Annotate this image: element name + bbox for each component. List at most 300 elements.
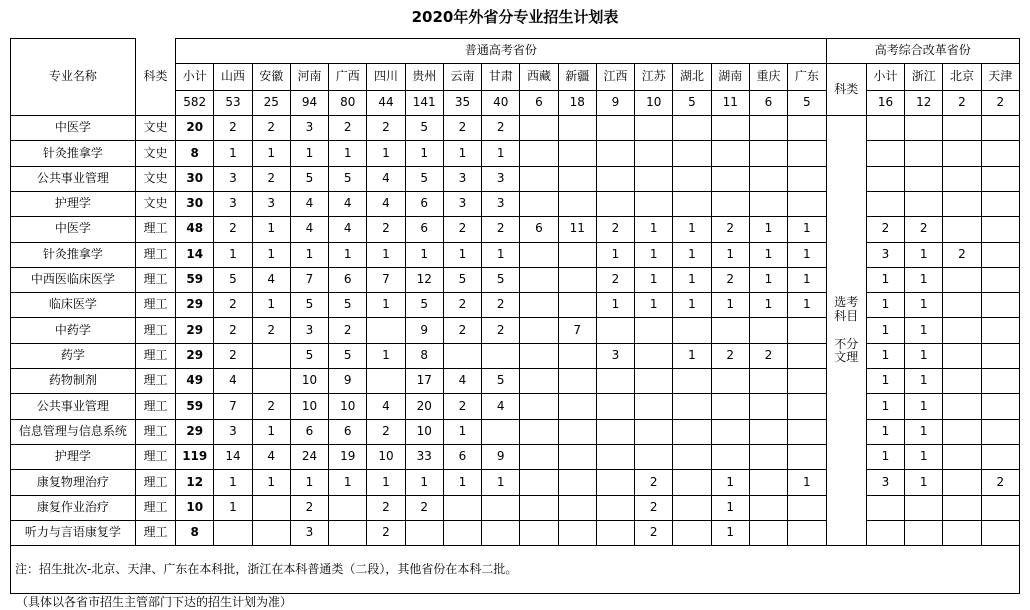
plan-cell: 2: [367, 520, 405, 545]
plan-cell: [443, 495, 481, 520]
plan-cell: [635, 115, 673, 140]
table-row: [11, 520, 1020, 545]
table-row: [11, 166, 1020, 191]
plan-cell: [635, 141, 673, 166]
plan-cell: [252, 495, 290, 520]
province-header: 四川: [367, 64, 405, 90]
table-row: [11, 318, 1020, 343]
row-subtotal: 8: [176, 520, 214, 545]
major-name: 针灸推拿学: [11, 141, 136, 166]
plan-cell: 9: [482, 445, 520, 470]
reform-cell: 1: [905, 419, 943, 444]
plan-cell: 3: [214, 419, 252, 444]
plan-cell: [749, 166, 787, 191]
plan-cell: 1: [329, 141, 367, 166]
plan-cell: [252, 369, 290, 394]
plan-cell: 1: [749, 242, 787, 267]
plan-cell: 3: [252, 191, 290, 216]
plan-cell: 7: [367, 267, 405, 292]
reform-cell: [943, 495, 981, 520]
plan-cell: [749, 520, 787, 545]
plan-cell: 7: [558, 318, 596, 343]
reform-subtotal: 1: [866, 267, 904, 292]
plan-cell: [596, 445, 634, 470]
plan-cell: 2: [443, 217, 481, 242]
reform-cell: 2: [981, 470, 1019, 495]
plan-cell: 1: [749, 267, 787, 292]
major-header: 专业名称: [11, 39, 136, 116]
row-subtotal: 8: [176, 141, 214, 166]
plan-cell: 2: [252, 394, 290, 419]
reform-cell: [981, 394, 1019, 419]
plan-cell: 2: [635, 520, 673, 545]
plan-cell: 6: [329, 419, 367, 444]
plan-cell: 2: [482, 217, 520, 242]
plan-cell: 1: [252, 141, 290, 166]
reform-subtotal: 1: [866, 394, 904, 419]
plan-cell: 14: [214, 445, 252, 470]
plan-cell: 1: [673, 242, 711, 267]
plan-cell: [788, 115, 826, 140]
plan-cell: 1: [252, 242, 290, 267]
row-subtotal: 59: [176, 267, 214, 292]
reform-cell: [943, 318, 981, 343]
plan-cell: 17: [405, 369, 443, 394]
reform-cell: [981, 419, 1019, 444]
note-text: 注：招生批次-北京、天津、广东在本科批，浙江在本科普通类（二段），其他省份在本科二批。: [11, 546, 1020, 594]
plan-cell: [711, 141, 749, 166]
plan-cell: [520, 369, 558, 394]
ordinary-group-header: 普通高考省份: [176, 39, 826, 64]
reform-category-header: 科类: [826, 64, 866, 116]
plan-cell: [558, 191, 596, 216]
plan-cell: 7: [290, 267, 328, 292]
major-name: 康复作业治疗: [11, 495, 136, 520]
plan-cell: 5: [443, 267, 481, 292]
plan-cell: 1: [290, 141, 328, 166]
major-name: 针灸推拿学: [11, 242, 136, 267]
plan-cell: [482, 419, 520, 444]
plan-cell: [749, 191, 787, 216]
plan-cell: [788, 520, 826, 545]
reform-subtotal: 1: [866, 419, 904, 444]
province-header: 贵州: [405, 64, 443, 90]
table-row: [11, 445, 1020, 470]
reform-cell: [981, 141, 1019, 166]
province-header: 甘肃: [482, 64, 520, 90]
plan-cell: 1: [367, 343, 405, 368]
plan-cell: 3: [214, 191, 252, 216]
plan-cell: [558, 141, 596, 166]
reform-cell: [905, 166, 943, 191]
table-row: [11, 419, 1020, 444]
reform-subtotal: 1: [866, 369, 904, 394]
plan-cell: [788, 141, 826, 166]
plan-cell: [788, 419, 826, 444]
province-total: 5: [788, 90, 826, 115]
plan-cell: 1: [252, 419, 290, 444]
reform-cell: 1: [905, 394, 943, 419]
plan-cell: [367, 318, 405, 343]
row-subtotal: 29: [176, 343, 214, 368]
plan-cell: 1: [673, 293, 711, 318]
plan-cell: [749, 394, 787, 419]
category-value: 理工: [135, 267, 175, 292]
plan-cell: [635, 318, 673, 343]
plan-cell: [520, 141, 558, 166]
plan-cell: [482, 520, 520, 545]
major-name: 护理学: [11, 191, 136, 216]
reform-subtotal: [866, 166, 904, 191]
plan-cell: 2: [214, 217, 252, 242]
plan-cell: 2: [367, 217, 405, 242]
plan-cell: 1: [329, 242, 367, 267]
reform-cell: 1: [905, 369, 943, 394]
reform-province-total: 2: [981, 90, 1019, 115]
reform-cell: [905, 495, 943, 520]
major-name: 公共事业管理: [11, 166, 136, 191]
table-row: [11, 141, 1020, 166]
plan-cell: 3: [482, 166, 520, 191]
plan-cell: 1: [788, 242, 826, 267]
plan-cell: [673, 369, 711, 394]
province-total: 11: [711, 90, 749, 115]
plan-cell: 4: [367, 394, 405, 419]
reform-cell: 1: [905, 343, 943, 368]
plan-cell: [482, 495, 520, 520]
plan-cell: [788, 394, 826, 419]
plan-cell: [558, 267, 596, 292]
category-value: 理工: [135, 318, 175, 343]
row-subtotal: 14: [176, 242, 214, 267]
province-total: 6: [520, 90, 558, 115]
province-total: 40: [482, 90, 520, 115]
plan-cell: [329, 495, 367, 520]
table-row: [11, 394, 1020, 419]
reform-category-text: 选考: [834, 295, 859, 310]
plan-cell: [214, 520, 252, 545]
plan-cell: 2: [443, 318, 481, 343]
plan-cell: 1: [711, 470, 749, 495]
plan-cell: [558, 394, 596, 419]
plan-cell: 1: [367, 470, 405, 495]
plan-cell: 1: [635, 217, 673, 242]
plan-cell: 4: [329, 191, 367, 216]
reform-subtotal: [866, 141, 904, 166]
reform-subtotal: 1: [866, 445, 904, 470]
reform-cell: 1: [905, 445, 943, 470]
reform-province-header: 浙江: [905, 64, 943, 90]
plan-cell: 2: [367, 495, 405, 520]
plan-cell: 1: [596, 242, 634, 267]
plan-cell: [635, 394, 673, 419]
plan-cell: [673, 394, 711, 419]
plan-cell: 1: [596, 293, 634, 318]
plan-cell: 4: [443, 369, 481, 394]
plan-cell: 1: [214, 141, 252, 166]
province-total: 141: [405, 90, 443, 115]
major-name: 中药学: [11, 318, 136, 343]
plan-cell: [596, 191, 634, 216]
province-total: 94: [290, 90, 328, 115]
plan-cell: [558, 419, 596, 444]
row-subtotal: 48: [176, 217, 214, 242]
plan-cell: 1: [482, 242, 520, 267]
plan-cell: [788, 191, 826, 216]
table-row: [11, 191, 1020, 216]
plan-cell: 2: [482, 115, 520, 140]
row-subtotal: 119: [176, 445, 214, 470]
reform-cell: [905, 520, 943, 545]
reform-cell: [943, 141, 981, 166]
category-value: 文史: [135, 191, 175, 216]
plan-cell: 5: [290, 343, 328, 368]
plan-cell: 12: [405, 267, 443, 292]
reform-category-text: 不分: [834, 336, 859, 351]
category-value: 理工: [135, 242, 175, 267]
reform-cell: [981, 318, 1019, 343]
row-subtotal: 29: [176, 419, 214, 444]
plan-cell: 2: [711, 267, 749, 292]
plan-cell: [749, 369, 787, 394]
plan-cell: 2: [329, 318, 367, 343]
reform-cell: [943, 470, 981, 495]
reform-cell: [981, 293, 1019, 318]
plan-cell: 3: [482, 191, 520, 216]
reform-cell: [981, 166, 1019, 191]
reform-subtotal: 1: [866, 343, 904, 368]
plan-cell: [520, 318, 558, 343]
major-name: 公共事业管理: [11, 394, 136, 419]
plan-cell: 1: [214, 242, 252, 267]
plan-cell: 6: [329, 267, 367, 292]
table-row: [11, 267, 1020, 292]
plan-cell: 4: [252, 267, 290, 292]
plan-cell: 4: [252, 445, 290, 470]
category-header: 科类: [135, 39, 175, 116]
reform-cell: [943, 369, 981, 394]
reform-province-header: 小计: [866, 64, 904, 90]
plan-cell: 1: [405, 242, 443, 267]
plan-cell: [673, 318, 711, 343]
plan-cell: 3: [443, 166, 481, 191]
major-name: 中医学: [11, 217, 136, 242]
plan-cell: 4: [482, 394, 520, 419]
plan-cell: 1: [749, 217, 787, 242]
plan-cell: [558, 166, 596, 191]
plan-cell: 1: [673, 217, 711, 242]
plan-cell: [596, 419, 634, 444]
plan-cell: [520, 394, 558, 419]
plan-cell: [788, 445, 826, 470]
plan-cell: [596, 369, 634, 394]
province-total: 53: [214, 90, 252, 115]
plan-cell: [596, 141, 634, 166]
reform-province-header: 北京: [943, 64, 981, 90]
reform-cell: [905, 141, 943, 166]
plan-cell: [520, 115, 558, 140]
reform-cell: 1: [905, 267, 943, 292]
plan-cell: [673, 419, 711, 444]
table-row: [11, 242, 1020, 267]
province-total: 5: [673, 90, 711, 115]
enrollment-plan-table: [10, 38, 1020, 594]
province-header: 江苏: [635, 64, 673, 90]
plan-cell: 1: [482, 470, 520, 495]
plan-cell: [673, 470, 711, 495]
plan-cell: [749, 470, 787, 495]
plan-cell: 5: [290, 293, 328, 318]
plan-cell: [558, 470, 596, 495]
reform-category-text: 科目: [834, 308, 859, 323]
plan-cell: [635, 343, 673, 368]
reform-cell: [981, 495, 1019, 520]
row-subtotal: 10: [176, 495, 214, 520]
reform-cell: 1: [905, 293, 943, 318]
plan-cell: 1: [482, 141, 520, 166]
plan-cell: 1: [290, 470, 328, 495]
plan-cell: 2: [482, 293, 520, 318]
plan-cell: 5: [405, 115, 443, 140]
plan-cell: 1: [673, 343, 711, 368]
plan-cell: 2: [290, 495, 328, 520]
province-header: 安徽: [252, 64, 290, 90]
plan-cell: 6: [405, 191, 443, 216]
plan-cell: 4: [290, 217, 328, 242]
province-header: 重庆: [749, 64, 787, 90]
plan-cell: 2: [711, 343, 749, 368]
plan-cell: [711, 115, 749, 140]
table-body: [11, 39, 1020, 594]
plan-cell: 1: [405, 470, 443, 495]
plan-cell: [635, 166, 673, 191]
plan-cell: [520, 267, 558, 292]
plan-cell: [596, 166, 634, 191]
plan-cell: 2: [405, 495, 443, 520]
plan-cell: 1: [673, 267, 711, 292]
province-header: 广西: [329, 64, 367, 90]
plan-cell: 5: [482, 369, 520, 394]
plan-cell: 1: [252, 217, 290, 242]
reform-group-header: 高考综合改革省份: [826, 39, 1019, 64]
plan-cell: [749, 141, 787, 166]
plan-cell: 1: [290, 242, 328, 267]
plan-cell: [558, 115, 596, 140]
plan-cell: 10: [290, 394, 328, 419]
plan-cell: 5: [405, 166, 443, 191]
plan-cell: 1: [405, 141, 443, 166]
category-value: 理工: [135, 293, 175, 318]
major-name: 中医学: [11, 115, 136, 140]
plan-cell: [788, 166, 826, 191]
plan-cell: 2: [443, 293, 481, 318]
category-value: 文史: [135, 115, 175, 140]
plan-cell: 6: [443, 445, 481, 470]
plan-cell: 1: [635, 293, 673, 318]
plan-cell: [749, 495, 787, 520]
table-row: [11, 293, 1020, 318]
category-value: 理工: [135, 217, 175, 242]
plan-cell: 1: [443, 470, 481, 495]
row-subtotal: 20: [176, 115, 214, 140]
major-name: 药学: [11, 343, 136, 368]
plan-cell: 5: [482, 267, 520, 292]
plan-cell: 1: [788, 217, 826, 242]
plan-cell: [558, 520, 596, 545]
table-row: [11, 495, 1020, 520]
plan-cell: 2: [214, 115, 252, 140]
province-header: 河南: [290, 64, 328, 90]
reform-subtotal: 3: [866, 242, 904, 267]
plan-cell: [520, 343, 558, 368]
reform-cell: [981, 217, 1019, 242]
plan-cell: 7: [214, 394, 252, 419]
plan-cell: 2: [252, 166, 290, 191]
plan-cell: [711, 419, 749, 444]
plan-cell: 2: [214, 318, 252, 343]
plan-cell: 1: [635, 267, 673, 292]
plan-cell: [520, 495, 558, 520]
group-header-row: [11, 39, 1020, 64]
province-header: 江西: [596, 64, 634, 90]
plan-cell: 2: [482, 318, 520, 343]
plan-cell: [635, 191, 673, 216]
row-subtotal: 12: [176, 470, 214, 495]
plan-cell: 1: [788, 470, 826, 495]
plan-cell: 33: [405, 445, 443, 470]
plan-cell: 4: [329, 217, 367, 242]
plan-cell: 5: [290, 166, 328, 191]
plan-cell: [596, 470, 634, 495]
plan-cell: 3: [214, 166, 252, 191]
plan-cell: [711, 166, 749, 191]
province-total: 35: [443, 90, 481, 115]
reform-subtotal: 2: [866, 217, 904, 242]
plan-cell: [749, 115, 787, 140]
plan-cell: 10: [367, 445, 405, 470]
plan-cell: 2: [252, 115, 290, 140]
plan-cell: 10: [290, 369, 328, 394]
table-row: [11, 115, 1020, 140]
reform-province-total: 16: [866, 90, 904, 115]
plan-cell: [596, 520, 634, 545]
province-header: 湖北: [673, 64, 711, 90]
plan-cell: 1: [252, 293, 290, 318]
category-value: 文史: [135, 166, 175, 191]
plan-cell: [520, 242, 558, 267]
plan-cell: 6: [290, 419, 328, 444]
page-title: 2020年外省分专业招生计划表: [411, 8, 619, 26]
table-row: [11, 217, 1020, 242]
plan-cell: [788, 495, 826, 520]
plan-cell: [367, 369, 405, 394]
plan-cell: [558, 293, 596, 318]
plan-cell: 1: [214, 470, 252, 495]
province-total: 6: [749, 90, 787, 115]
plan-cell: 4: [214, 369, 252, 394]
plan-cell: [635, 445, 673, 470]
plan-cell: [596, 495, 634, 520]
province-total: 10: [635, 90, 673, 115]
plan-cell: [596, 394, 634, 419]
plan-cell: 3: [290, 318, 328, 343]
plan-cell: 24: [290, 445, 328, 470]
plan-cell: 2: [596, 267, 634, 292]
plan-cell: 1: [329, 470, 367, 495]
plan-cell: [596, 115, 634, 140]
plan-cell: 2: [443, 115, 481, 140]
reform-cell: [943, 191, 981, 216]
